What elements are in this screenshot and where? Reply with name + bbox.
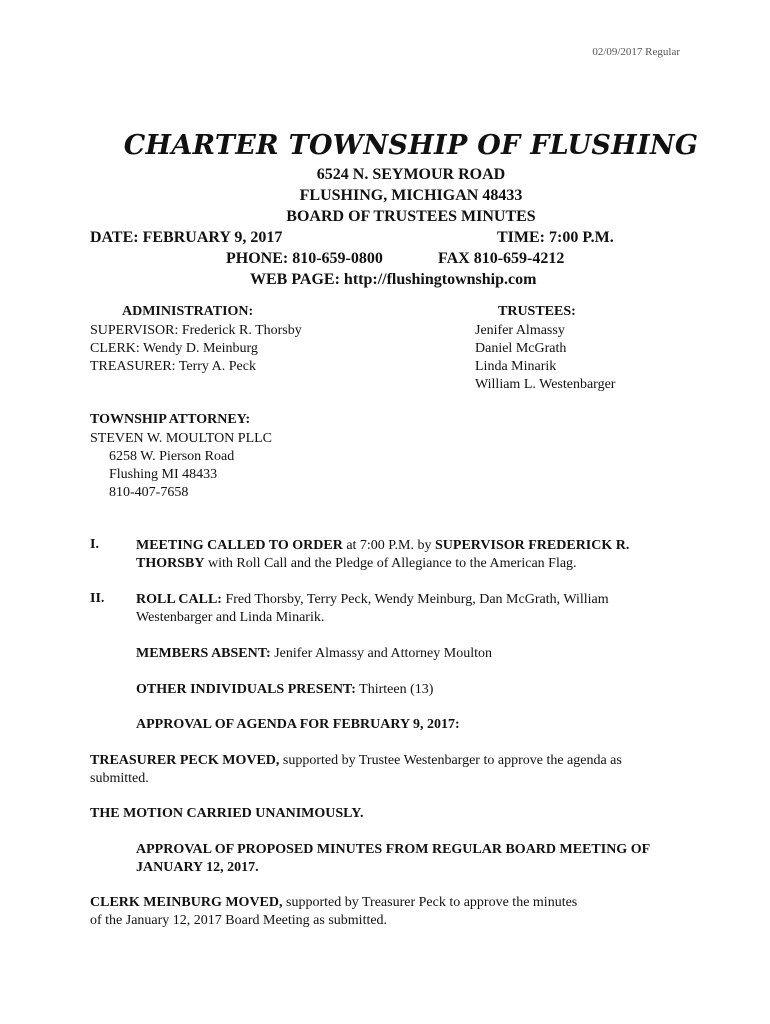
- attorney-line: Flushing MI 48433: [109, 467, 218, 482]
- document-header-tag: 02/09/2017 Regular: [592, 46, 680, 58]
- other-individuals: OTHER INDIVIDUALS PRESENT: Thirteen (13): [136, 682, 434, 697]
- page-title: CHARTER TOWNSHIP OF FLUSHING: [123, 130, 699, 161]
- minutes-heading: APPROVAL OF PROPOSED MINUTES FROM REGULAR BOARD MEETING OF JANUARY 12, 2017.: [136, 842, 650, 875]
- agenda-heading: APPROVAL OF AGENDA FOR FEBRUARY 9, 2017:: [136, 717, 460, 732]
- agenda-motion: TREASURER PECK MOVED, supported by Trustee Westenbarger to approve the agenda as submitted.: [90, 753, 622, 786]
- trustee-member: Jenifer Almassy: [475, 323, 565, 338]
- admin-member: CLERK: Wendy D. Meinburg: [90, 341, 258, 356]
- trustee-member: Linda Minarik: [475, 359, 557, 374]
- meeting-time: TIME: 7:00 P.M.: [497, 229, 614, 246]
- minutes-motion-line2: of the January 12, 2017 Board Meeting as submitted.: [90, 913, 388, 928]
- minutes-motion-line1: CLERK MEINBURG MOVED, supported by Treasurer Peck to approve the minutes: [90, 895, 578, 910]
- admin-member: TREASURER: Terry A. Peck: [90, 359, 256, 374]
- attorney-line: 6258 W. Pierson Road: [109, 449, 235, 464]
- fax-number: FAX 810-659-4212: [438, 250, 565, 267]
- administration-heading: ADMINISTRATION:: [122, 304, 254, 319]
- attorney-line: STEVEN W. MOULTON PLLC: [90, 431, 273, 446]
- document-type: BOARD OF TRUSTEES MINUTES: [286, 208, 536, 225]
- meeting-date: DATE: FEBRUARY 9, 2017: [90, 229, 283, 246]
- address-city: FLUSHING, MICHIGAN 48433: [299, 187, 523, 204]
- trustee-member: William L. Westenbarger: [475, 377, 616, 392]
- admin-member: SUPERVISOR: Frederick R. Thorsby: [90, 323, 302, 338]
- section-number: I.: [90, 537, 99, 552]
- phone-number: PHONE: 810-659-0800: [226, 250, 383, 267]
- attorney-line: 810-407-7658: [109, 485, 189, 500]
- section-call-to-order: MEETING CALLED TO ORDER at 7:00 P.M. by SUPERVISOR FREDERICK R. THORSBY with Roll Call and the Pledge of Allegiance to the American Flag.: [136, 538, 630, 571]
- section-roll-call: ROLL CALL: Fred Thorsby, Terry Peck, Wendy Meinburg, Dan McGrath, William Westenbarger and Linda Minarik.: [136, 592, 609, 625]
- address-street: 6524 N. SEYMOUR ROAD: [316, 166, 506, 183]
- trustees-heading: TRUSTEES:: [498, 304, 576, 319]
- trustee-member: Daniel McGrath: [475, 341, 567, 356]
- members-absent: MEMBERS ABSENT: Jenifer Almassy and Attorney Moulton: [136, 646, 492, 661]
- section-number: II.: [90, 591, 105, 606]
- motion-carried: THE MOTION CARRIED UNANIMOUSLY.: [90, 806, 364, 821]
- attorney-heading: TOWNSHIP ATTORNEY:: [90, 412, 251, 427]
- web-page: WEB PAGE: http://flushingtownship.com: [250, 271, 537, 288]
